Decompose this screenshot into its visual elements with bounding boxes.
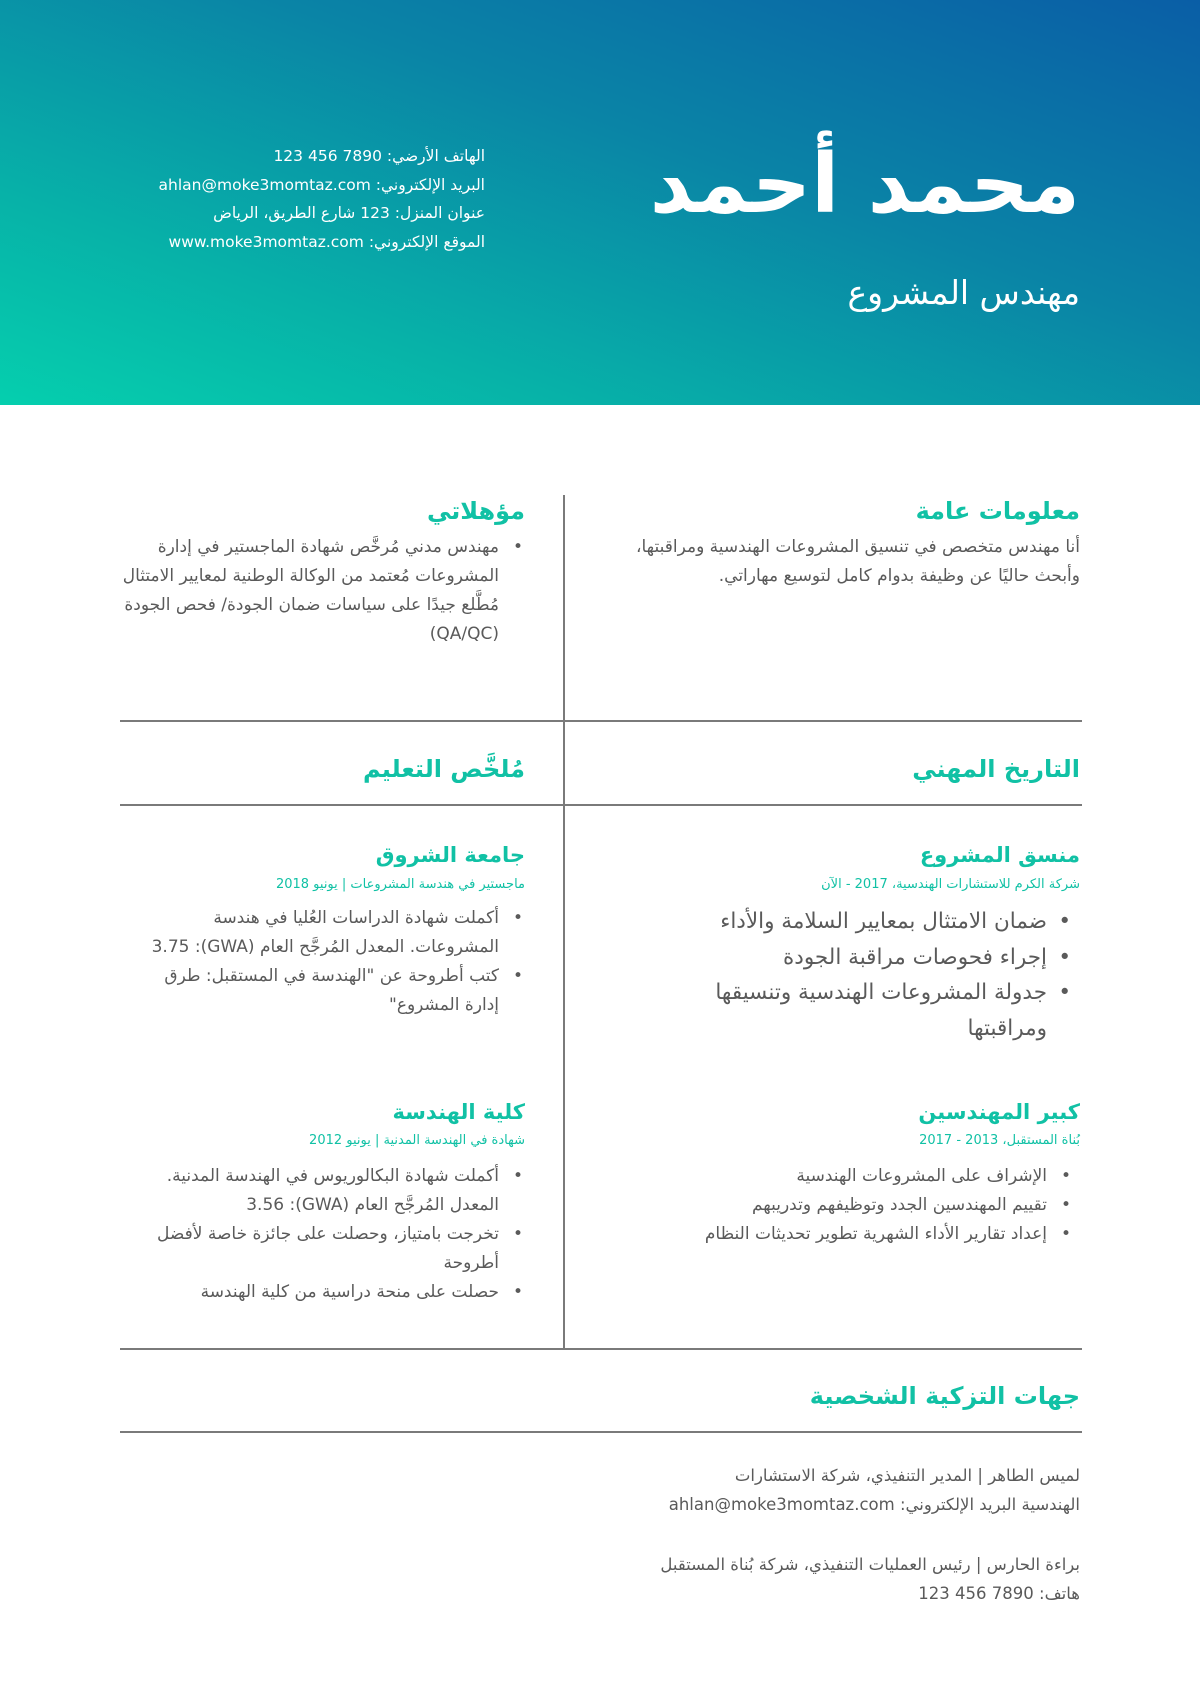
reference-1 (380, 1461, 1080, 1519)
school-detail-item: • تخرجت بامتياز، وحصلت على جائزة خاصة لأفضل أطروحة (125, 1220, 525, 1278)
school-detail-item: • كتب أطروحة عن "الهندسة في المستقبل: طرق إدارة المشروع" (125, 962, 525, 1020)
school-name-2: كلية الهندسة (392, 1100, 525, 1124)
school-details-2 (125, 1162, 525, 1307)
section-divider-1 (120, 720, 1082, 722)
job-duties-2 (603, 1162, 1073, 1249)
job-title-2: كبير المهندسين (918, 1100, 1080, 1124)
education-summary-heading: مُلخَّص التعليم (362, 755, 525, 783)
candidate-name: محمد أحمد (649, 137, 1080, 232)
school-details-1 (125, 904, 525, 1020)
job-duties-1 (623, 904, 1073, 1046)
references-heading: جهات التزكية الشخصية (809, 1382, 1080, 1410)
section-divider-4 (120, 1431, 1082, 1433)
contact-website: الموقع الإلكتروني: www.moke3momtaz.com (168, 232, 485, 251)
qualifications-heading: مؤهلاتي (426, 497, 525, 525)
qualifications-list (115, 533, 525, 649)
school-detail-item: • أكملت شهادة الدراسات العُليا في هندسة المشروعات. المعدل المُرجَّح العام (GWA): 3.75 (125, 904, 525, 962)
candidate-job-title: مهندس المشروع (847, 273, 1080, 312)
qualification-item: • مهندس مدني مُرخَّص شهادة الماجستير في إدارة المشروعات مُعتمد من الوكالة الوطنية لمعايير الامتثال مُطَّلع جيدًا على سياسات ضمان الجودة/ فحص الجودة (QA/QC) (115, 533, 525, 649)
general-info-heading: معلومات عامة (915, 497, 1080, 525)
reference-2 (380, 1550, 1080, 1608)
job-duty-item: • إعداد تقارير الأداء الشهرية تطوير تحديثات النظام (603, 1220, 1073, 1249)
reference-2-line2: هاتف: 7890 456 123 (918, 1584, 1080, 1603)
contact-address: عنوان المنزل: 123 شارع الطريق، الرياض (213, 204, 485, 222)
reference-2-line1: براءة الحارس | رئيس العمليات التنفيذي، شركة بُناة المستقبل (660, 1555, 1080, 1574)
column-divider-top (563, 495, 565, 720)
header-banner (0, 0, 1200, 405)
contact-info (85, 142, 485, 256)
school-meta-1: ماجستير في هندسة المشروعات | يونيو 2018 (275, 877, 525, 892)
school-name-1: جامعة الشروق (375, 843, 525, 867)
career-history-heading: التاريخ المهني (912, 755, 1080, 783)
job-duty-item: • إجراء فحوصات مراقبة الجودة (623, 940, 1073, 976)
job-duty-item: • جدولة المشروعات الهندسية وتنسيقها ومراقبتها (623, 975, 1073, 1046)
section-divider-3 (120, 1348, 1082, 1350)
reference-1-line2: الهندسية البريد الإلكتروني: ahlan@moke3momtaz.com (668, 1495, 1080, 1514)
job-duty-item: • ضمان الامتثال بمعايير السلامة والأداء (623, 904, 1073, 940)
contact-email: البريد الإلكتروني: ahlan@moke3momtaz.com (158, 175, 485, 194)
job-meta-1: شركة الكرم للاستشارات الهندسية، 2017 - الآن (821, 877, 1080, 892)
school-detail-item: • أكملت شهادة البكالوريوس في الهندسة المدنية. المعدل المُرجَّح العام (GWA): 3.56 (125, 1162, 525, 1220)
reference-1-line1: لميس الطاهر | المدير التنفيذي، شركة الاستشارات (734, 1466, 1080, 1485)
job-duty-item: • تقييم المهندسين الجدد وتوظيفهم وتدريبهم (603, 1191, 1073, 1220)
column-divider-bottom (563, 804, 565, 1348)
school-detail-item: • حصلت على منحة دراسية من كلية الهندسة (125, 1278, 525, 1307)
job-meta-2: بُناة المستقبل، 2013 - 2017 (919, 1133, 1080, 1148)
contact-landline: الهاتف الأرضي: 7890 456 123 (273, 147, 485, 165)
general-info-text: أنا مهندس متخصص في تنسيق المشروعات الهندسية ومراقبتها، وأبحث حاليًا عن وظيفة بدوام كامل لتوسيع مهاراتي. (635, 537, 1080, 586)
job-duty-item: • الإشراف على المشروعات الهندسية (603, 1162, 1073, 1191)
section-divider-2 (120, 804, 1082, 806)
job-title-1: منسق المشروع (919, 843, 1080, 867)
column-divider-mid (563, 720, 565, 804)
school-meta-2: شهادة في الهندسة المدنية | يونيو 2012 (309, 1133, 525, 1148)
